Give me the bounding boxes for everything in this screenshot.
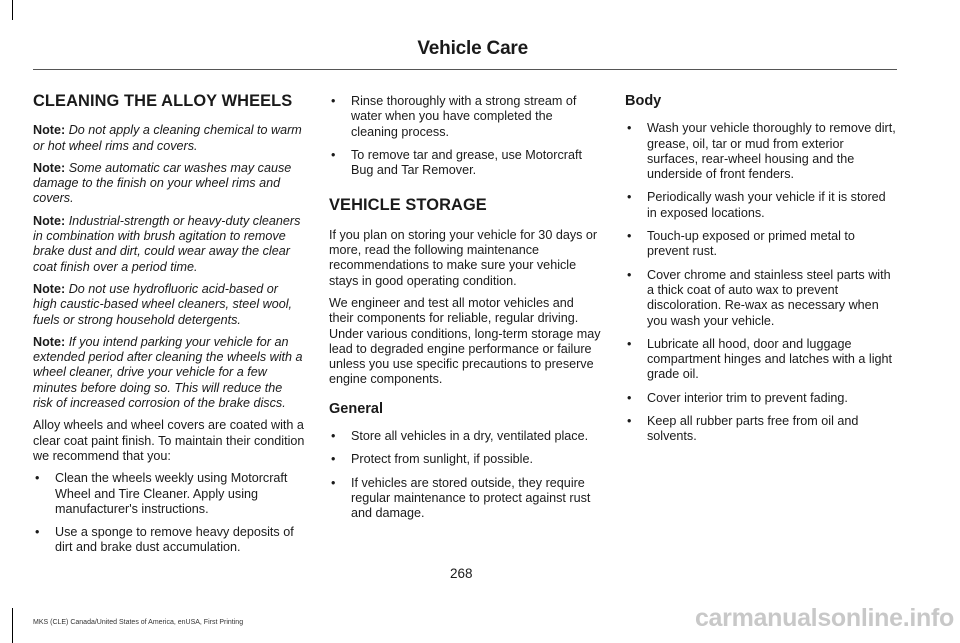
column-1 <box>33 94 305 564</box>
page-header-title: Vehicle Care <box>417 38 528 59</box>
document-footer: MKS (CLE) Canada/United States of America, enUSA, First Printing <box>33 619 244 626</box>
note-4 <box>33 282 305 328</box>
list-item: • Use a sponge to remove heavy deposits of dirt and brake dust accumulation. <box>33 525 305 556</box>
note-label: Note: <box>33 281 66 296</box>
list-item: • Cover chrome and stainless steel parts with a thick coat of auto wax to prevent discoloration. Re-wax as necessary when you wash your vehicle. <box>625 268 897 329</box>
list-item: • Rinse thoroughly with a strong stream of water when you have completed the cleaning process. <box>329 94 601 140</box>
note-label: Note: <box>33 123 66 138</box>
list-item: • Protect from sunlight, if possible. <box>329 452 601 467</box>
list-item: • Periodically wash your vehicle if it is stored in exposed locations. <box>625 190 897 221</box>
note-5 <box>33 335 305 411</box>
list-item: • Wash your vehicle thoroughly to remove dirt, grease, oil, tar or mud from exterior surfaces, rear-wheel housing and the underside of front fenders. <box>625 121 897 182</box>
header-divider <box>33 69 897 70</box>
section-heading-vehicle-storage: VEHICLE STORAGE <box>329 196 487 215</box>
note-label: Note: <box>33 213 66 228</box>
alloy-intro-paragraph: Alloy wheels and wheel covers are coated with a clear coat paint finish. To maintain their condition we recommend that you: <box>33 418 305 463</box>
column-2 <box>329 94 601 530</box>
list-item: • Touch-up exposed or primed metal to prevent rust. <box>625 229 897 260</box>
section-heading-alloy-wheels: CLEANING THE ALLOY WHEELS <box>33 92 293 110</box>
alloy-bullet-list-continued <box>329 94 601 178</box>
storage-paragraph: We engineer and test all motor vehicles and their components for reliable, regular driving. Under various conditions, long-term storage may lead to degraded engine performance or failure unless you use specific precautions to preserve engine components. <box>329 295 601 387</box>
list-item: • If vehicles are stored outside, they require regular maintenance to protect against rust and damage. <box>329 476 601 522</box>
note-text: If you intend parking your vehicle for an extended period after cleaning the wheels with a wheel cleaner, drive your vehicle for a few minutes before doing so. This will reduce the risk of increased corrosion of the brake discs. <box>33 334 303 411</box>
note-3 <box>33 214 305 275</box>
note-label: Note: <box>33 160 66 175</box>
note-label: Note: <box>33 334 66 349</box>
note-text: Do not apply a cleaning chemical to warm or hot wheel rims and covers. <box>33 123 302 153</box>
note-2 <box>33 161 305 207</box>
list-item: • Clean the wheels weekly using Motorcraft Wheel and Tire Cleaner. Apply using manufacturer's instructions. <box>33 471 305 517</box>
note-1 <box>33 123 305 154</box>
note-text: Do not use hydrofluoric acid-based or high caustic-based wheel cleaners, steel wool, fuels or strong household detergents. <box>33 281 293 327</box>
crop-mark-top-left <box>12 0 13 20</box>
general-bullet-list <box>329 429 601 521</box>
column-3 <box>625 94 897 453</box>
note-text: Some automatic car washes may cause damage to the finish on your wheel rims and covers. <box>33 160 292 206</box>
page-number: 268 <box>450 566 473 581</box>
list-item: • Cover interior trim to prevent fading. <box>625 391 897 406</box>
subheading-general: General <box>329 400 383 417</box>
list-item: • Keep all rubber parts free from oil and solvents. <box>625 414 897 445</box>
list-item: • Lubricate all hood, door and luggage compartment hinges and latches with a light grade oil. <box>625 337 897 383</box>
body-bullet-list <box>625 121 897 444</box>
note-text: Industrial-strength or heavy-duty cleaners in combination with brush agitation to remove brake dust and dirt, could wear away the clear coat finish over a period time. <box>33 213 301 274</box>
alloy-bullet-list <box>33 471 305 555</box>
watermark: carmanualsonline.info <box>694 604 954 632</box>
list-item: • Store all vehicles in a dry, ventilated place. <box>329 429 601 444</box>
list-item: • To remove tar and grease, use Motorcraft Bug and Tar Remover. <box>329 148 601 179</box>
subheading-body: Body <box>625 93 662 109</box>
storage-paragraph: If you plan on storing your vehicle for 30 days or more, read the following maintenance recommendations to make sure your vehicle stays in good operating condition. <box>329 227 598 288</box>
crop-mark-bottom-left <box>12 608 13 643</box>
